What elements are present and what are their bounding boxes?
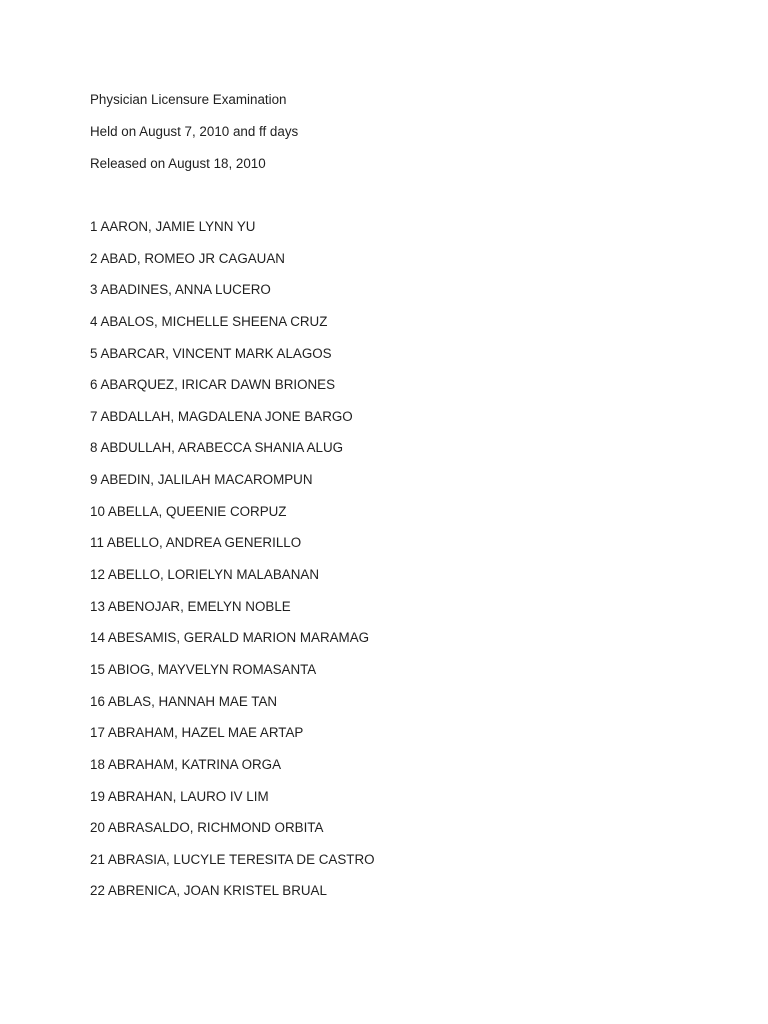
list-item: [90, 725, 375, 741]
list-item: [90, 599, 375, 615]
examinee-number: 16: [90, 693, 105, 709]
list-item: [90, 314, 375, 330]
examinee-name: ABADINES, ANNA LUCERO: [100, 282, 271, 298]
list-item: [90, 377, 375, 393]
list-item: [90, 567, 375, 583]
document-title: Physician Licensure Examination: [90, 92, 287, 107]
examinee-name: ABARQUEZ, IRICAR DAWN BRIONES: [100, 377, 336, 393]
list-item: [90, 251, 375, 267]
examinee-name: ABRAHAM, KATRINA ORGA: [107, 756, 282, 772]
list-item: [90, 630, 375, 646]
list-item: [90, 282, 375, 298]
examinee-name: ABRENICA, JOAN KRISTEL BRUAL: [107, 883, 327, 899]
examinee-number: 1: [90, 219, 98, 234]
examinee-name: ABLAS, HANNAH MAE TAN: [107, 693, 278, 709]
examinee-name: ABAD, ROMEO JR CAGAUAN: [100, 250, 285, 266]
examinee-name: ABRAHAN, LAURO IV LIM: [107, 788, 269, 804]
examinee-number: 17: [90, 725, 105, 741]
examinee-number: 11: [90, 535, 104, 551]
examinee-number: 4: [90, 313, 98, 329]
examinee-number: 7: [90, 408, 98, 424]
list-item: [90, 789, 375, 805]
examinee-name: AARON, JAMIE LYNN YU: [100, 219, 256, 234]
examinee-list: [90, 219, 375, 915]
list-item: [90, 662, 375, 678]
examinee-number: 5: [90, 345, 98, 361]
examinee-name: ABDALLAH, MAGDALENA JONE BARGO: [100, 408, 353, 424]
list-item: [90, 694, 375, 710]
examinee-number: 14: [90, 630, 105, 646]
list-item: [90, 820, 375, 836]
release-date: Released on August 18, 2010: [90, 155, 266, 171]
examinee-name: ABELLA, QUEENIE CORPUZ: [107, 503, 287, 519]
list-item: [90, 535, 375, 551]
examinee-number: 9: [90, 472, 98, 488]
examinee-name: ABRASALDO, RICHMOND ORBITA: [107, 820, 324, 836]
examinee-number: 19: [90, 788, 105, 804]
examinee-name: ABESAMIS, GERALD MARION MARAMAG: [107, 630, 370, 646]
examinee-name: ABELLO, ANDREA GENERILLO: [106, 535, 302, 551]
examinee-name: ABIOG, MAYVELYN ROMASANTA: [107, 661, 317, 677]
list-item: [90, 883, 375, 899]
examinee-number: 21: [90, 851, 105, 867]
examinee-name: ABELLO, LORIELYN MALABANAN: [107, 567, 319, 583]
examinee-name: ABDULLAH, ARABECCA SHANIA ALUG: [100, 440, 344, 456]
examinee-name: ABEDIN, JALILAH MACAROMPUN: [100, 472, 313, 488]
examinee-number: 8: [90, 440, 98, 456]
list-item: [90, 409, 375, 425]
examinee-name: ABENOJAR, EMELYN NOBLE: [107, 598, 291, 614]
list-item: [90, 440, 375, 456]
list-item: [90, 346, 375, 362]
examinee-number: 2: [90, 250, 98, 266]
list-item: [90, 757, 375, 773]
examinee-number: 10: [90, 503, 105, 519]
exam-held-date: Held on August 7, 2010 and ff days: [90, 123, 299, 139]
examinee-number: 6: [90, 377, 98, 393]
examinee-number: 3: [90, 282, 98, 298]
list-item: [90, 852, 375, 868]
examinee-number: 12: [90, 567, 105, 583]
examinee-number: 13: [90, 598, 105, 614]
list-item: [90, 504, 375, 520]
examinee-number: 15: [90, 661, 105, 677]
examinee-name: ABARCAR, VINCENT MARK ALAGOS: [100, 345, 332, 361]
examinee-number: 22: [90, 883, 105, 899]
examinee-name: ABALOS, MICHELLE SHEENA CRUZ: [100, 313, 328, 329]
list-item: [90, 219, 375, 235]
list-item: [90, 472, 375, 488]
examinee-number: 20: [90, 820, 105, 836]
examinee-name: ABRAHAM, HAZEL MAE ARTAP: [107, 725, 304, 741]
document-header: [90, 92, 298, 187]
examinee-name: ABRASIA, LUCYLE TERESITA DE CASTRO: [107, 851, 375, 867]
examinee-number: 18: [90, 756, 105, 772]
